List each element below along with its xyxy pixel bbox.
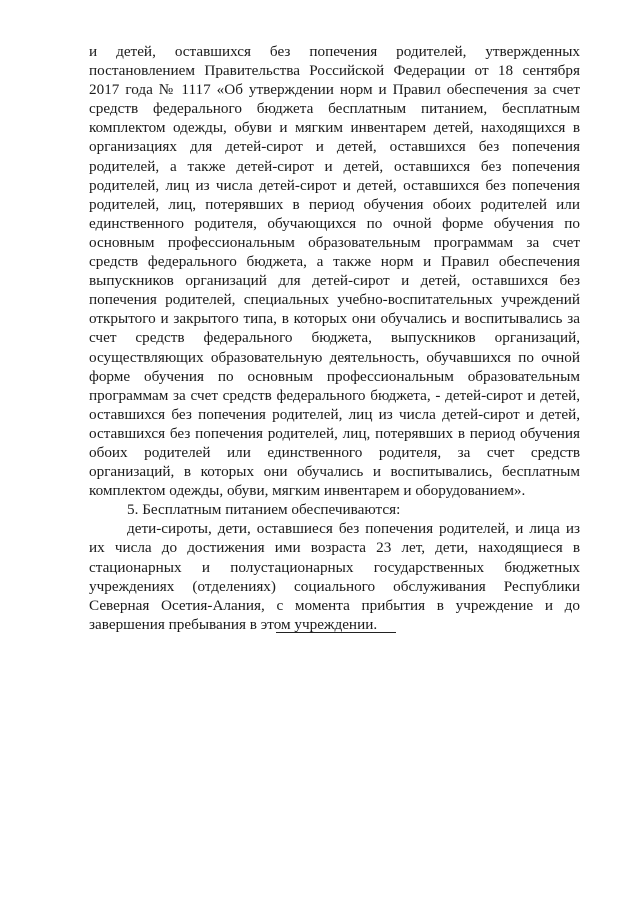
paragraph-item-5-heading: 5. Бесплатным питанием обеспечиваются: (127, 501, 401, 519)
document-body (89, 42, 580, 634)
paragraph-item-5-text: дети-сироты, дети, оставшиеся без попечения родителей, и лица из их числа до достижения ими возраста 23 лет, дети, находящиеся в стационарных и полустационарных государственных бюджетных учреждениях (отделениях) социального обслуживания Республики Северная Осетия-Алания, с момента прибытия в учреждение и до завершения пребывания в этом учреждении. (89, 520, 580, 633)
end-separator-line (276, 632, 396, 633)
paragraph-continuation: и детей, оставшихся без попечения родителей, утвержденных постановлением Правительства Российской Федерации от 18 сентября 2017 года № 1117 «Об утверждении норм и Правил обеспечения за счет средств федерального бюджета бесплатным питанием, бесплатным комплектом одежды, обуви и мягким инвентарем детей, находящихся в организациях для детей-сирот и детей, оставшихся без попечения родителей, а также детей-сирот и детей, оставшихся без попечения родителей, лиц из числа детей-сирот и детей, оставшихся без попечения родителей, лиц, потерявших в период обучения обоих родителей или единственного родителя, обучающихся по очной форме обучения по основным профессиональным образовательным программам за счет средств федерального бюджета, а также норм и Правил обеспечения выпускников организаций для детей-сирот и детей, оставшихся без попечения родителей, специальных учебно-воспитательных учреждений открытого и закрытого типа, в которых они обучались и воспитывались за счет средств федерального бюджета, выпускников организаций, осуществляющих образовательную деятельность, обучавшихся по очной форме обучения по основным профессиональным образовательным программам за счет средств федерального бюджета, - детей-сирот и детей, оставшихся без попечения родителей, лиц из числа детей-сирот и детей, оставшихся без попечения родителей, лиц, потерявших в период обучения обоих родителей или единственного родителя, за счет средств организаций, в которых они обучались и воспитывались, бесплатным комплектом одежды, обуви, мягким инвентарем и оборудованием». (89, 43, 580, 500)
